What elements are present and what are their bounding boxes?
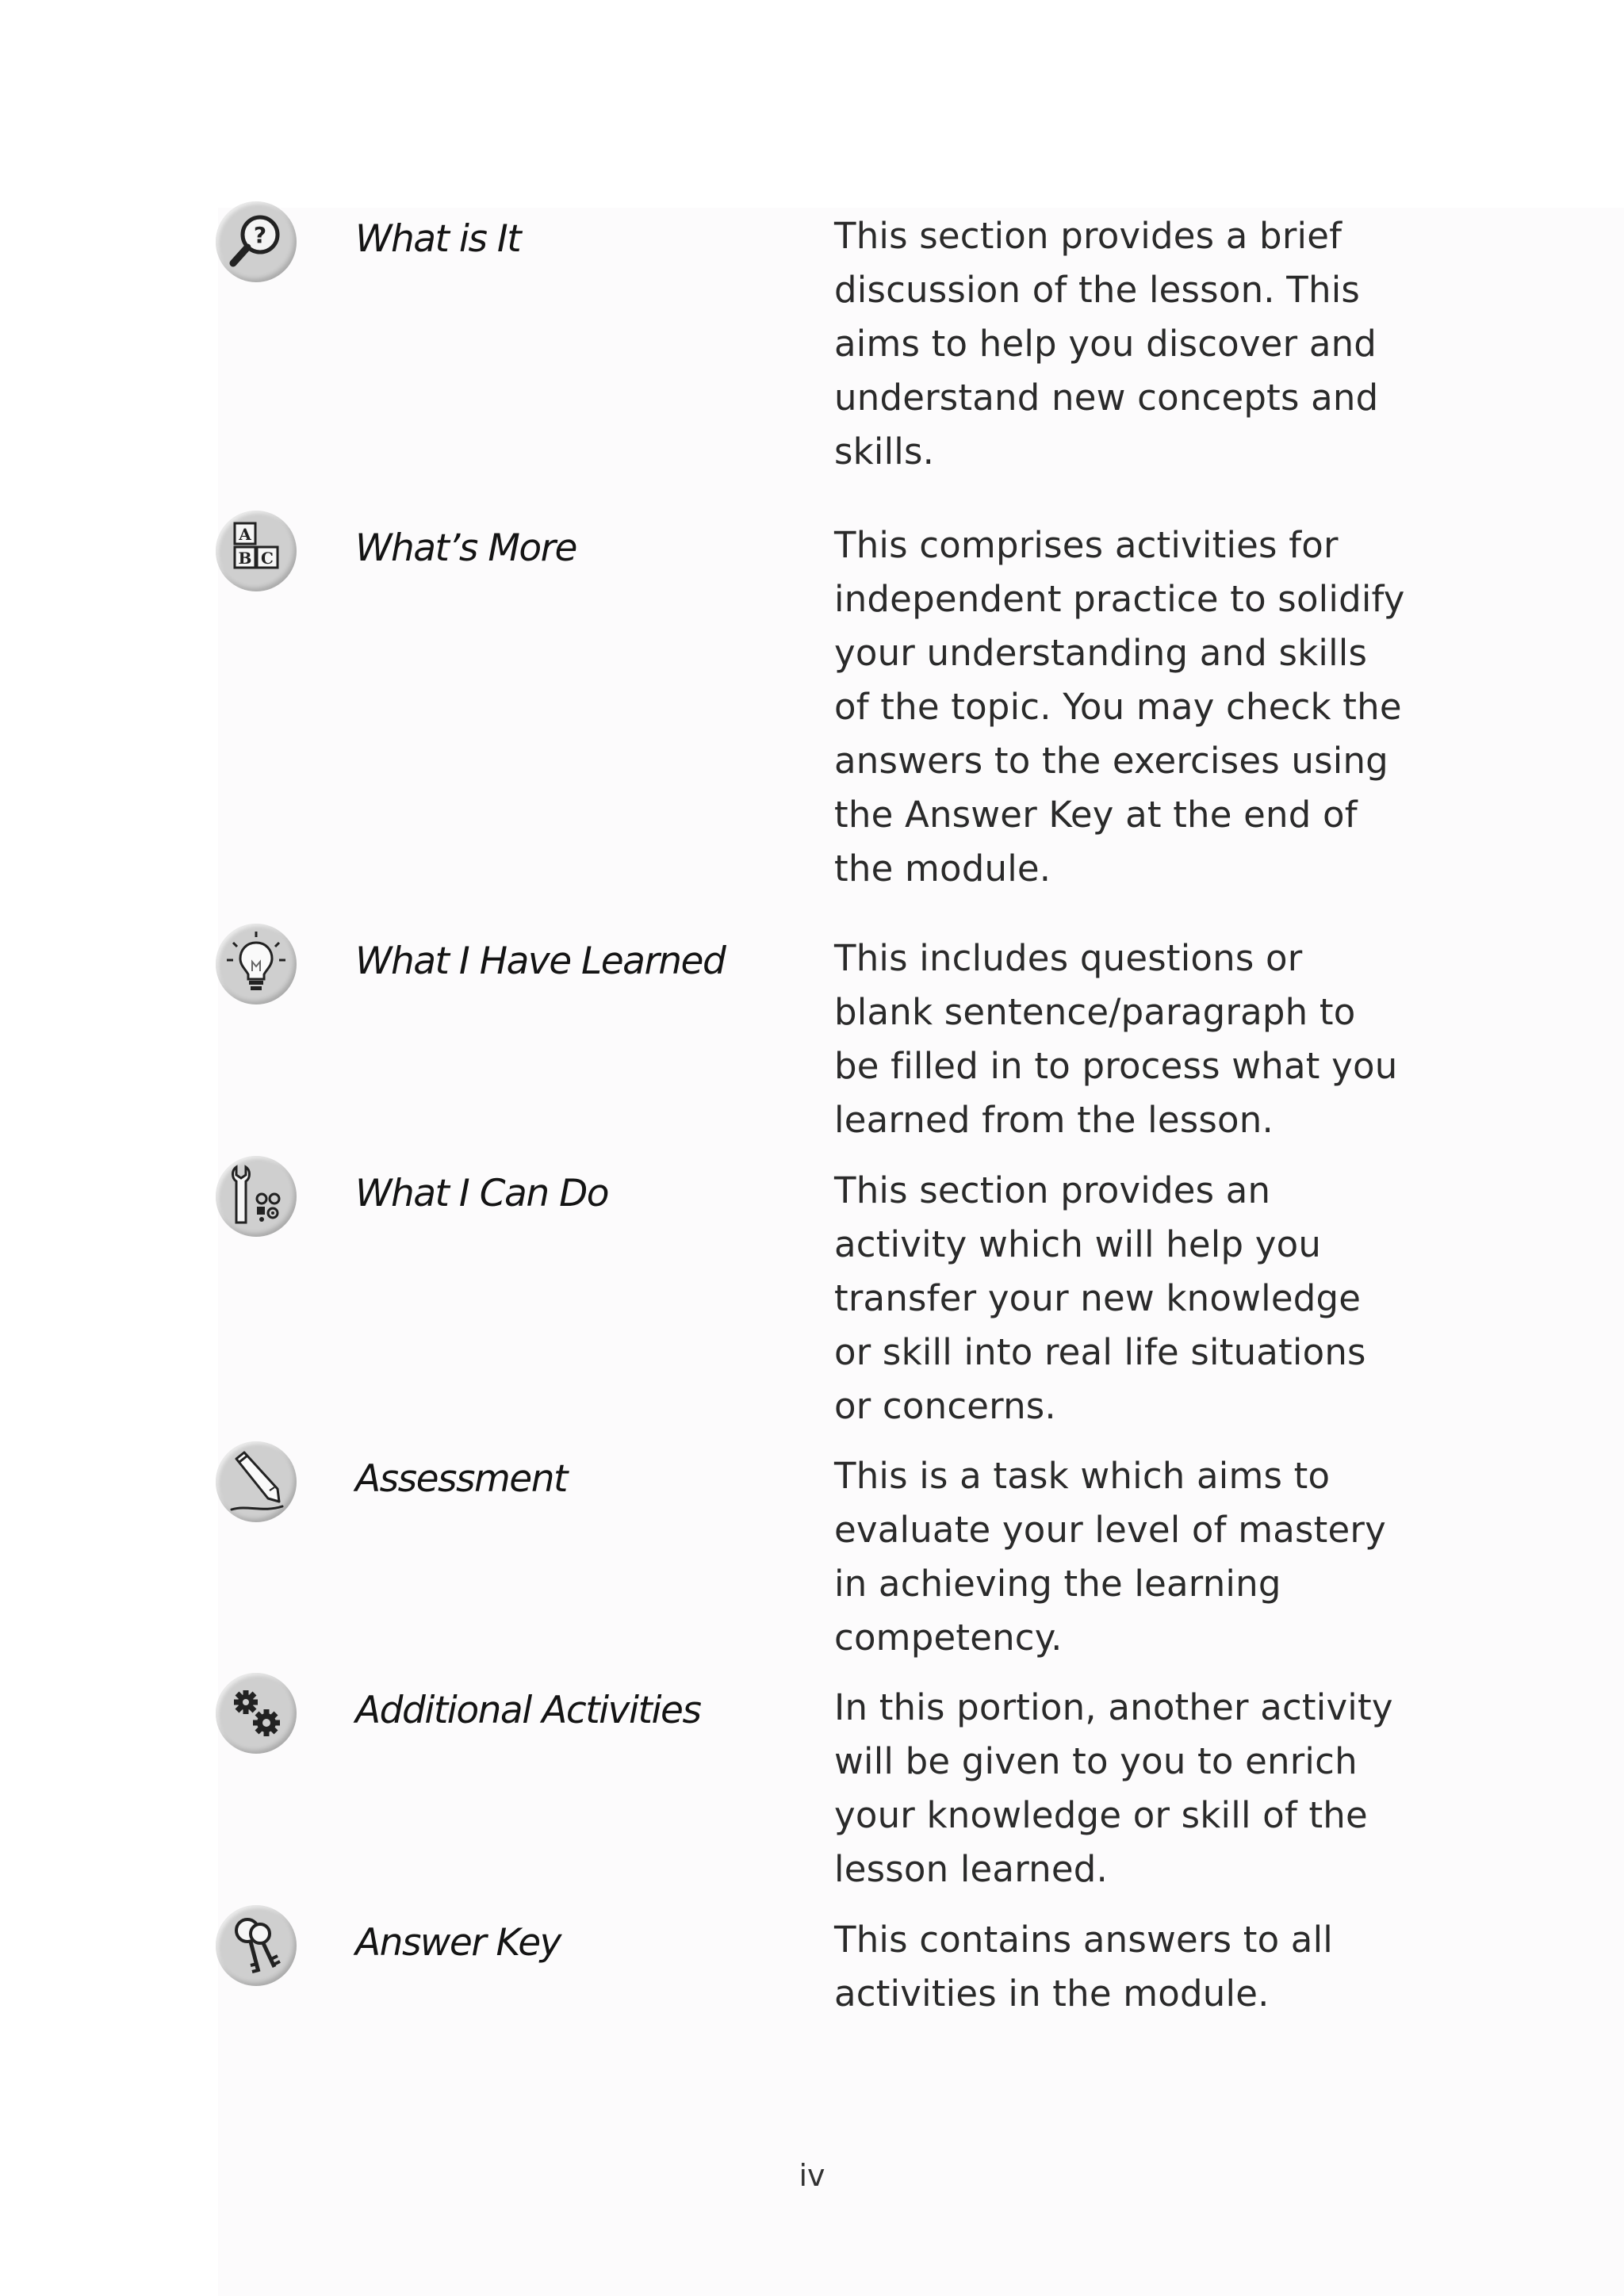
section-title: What is It — [355, 217, 521, 261]
svg-text:A: A — [239, 525, 251, 544]
gears-icon — [216, 1673, 297, 1754]
section-title: Assessment — [355, 1457, 567, 1501]
section-description: This section provides an activity which will help you transfer your new knowledge or skill into real life situations or concerns. — [834, 1169, 1366, 1427]
section-description: This section provides a brief discussion of the lesson. This aims to help you discover and understand new concepts and skills. — [834, 215, 1379, 473]
page-number: iv — [799, 2158, 825, 2193]
tools-icon — [216, 1156, 297, 1237]
section-title: What I Can Do — [355, 1172, 609, 1215]
section-description: This is a task which aims to evaluate your level of mastery in achieving the learning competency. — [834, 1455, 1386, 1659]
section-title: Answer Key — [355, 1921, 561, 1965]
magnifier-question-icon — [216, 201, 297, 282]
keys-icon — [216, 1905, 297, 1986]
section-title: What’s More — [355, 526, 576, 570]
section-title: What I Have Learned — [355, 939, 726, 983]
section-description: This comprises activities for independent practice to solidify your understanding and skills of the topic. You may check the answers to the exercises using the Answer Key at the end of the module. — [834, 524, 1405, 890]
section-title: Additional Activities — [355, 1689, 701, 1732]
section-description: This includes questions or blank sentence/paragraph to be filled in to process what you learned from the lesson. — [834, 937, 1398, 1141]
abc-blocks-icon — [216, 511, 297, 591]
svg-text:B: B — [238, 549, 252, 568]
section-description: This contains answers to all activities in the module. — [834, 1919, 1333, 2015]
svg-text:?: ? — [253, 222, 267, 248]
svg-text:C: C — [261, 549, 274, 568]
section-description: In this portion, another activity will be given to you to enrich your knowledge or skill of the lesson learned. — [834, 1686, 1393, 1890]
pencil-icon — [216, 1441, 297, 1522]
lightbulb-icon — [216, 924, 297, 1004]
